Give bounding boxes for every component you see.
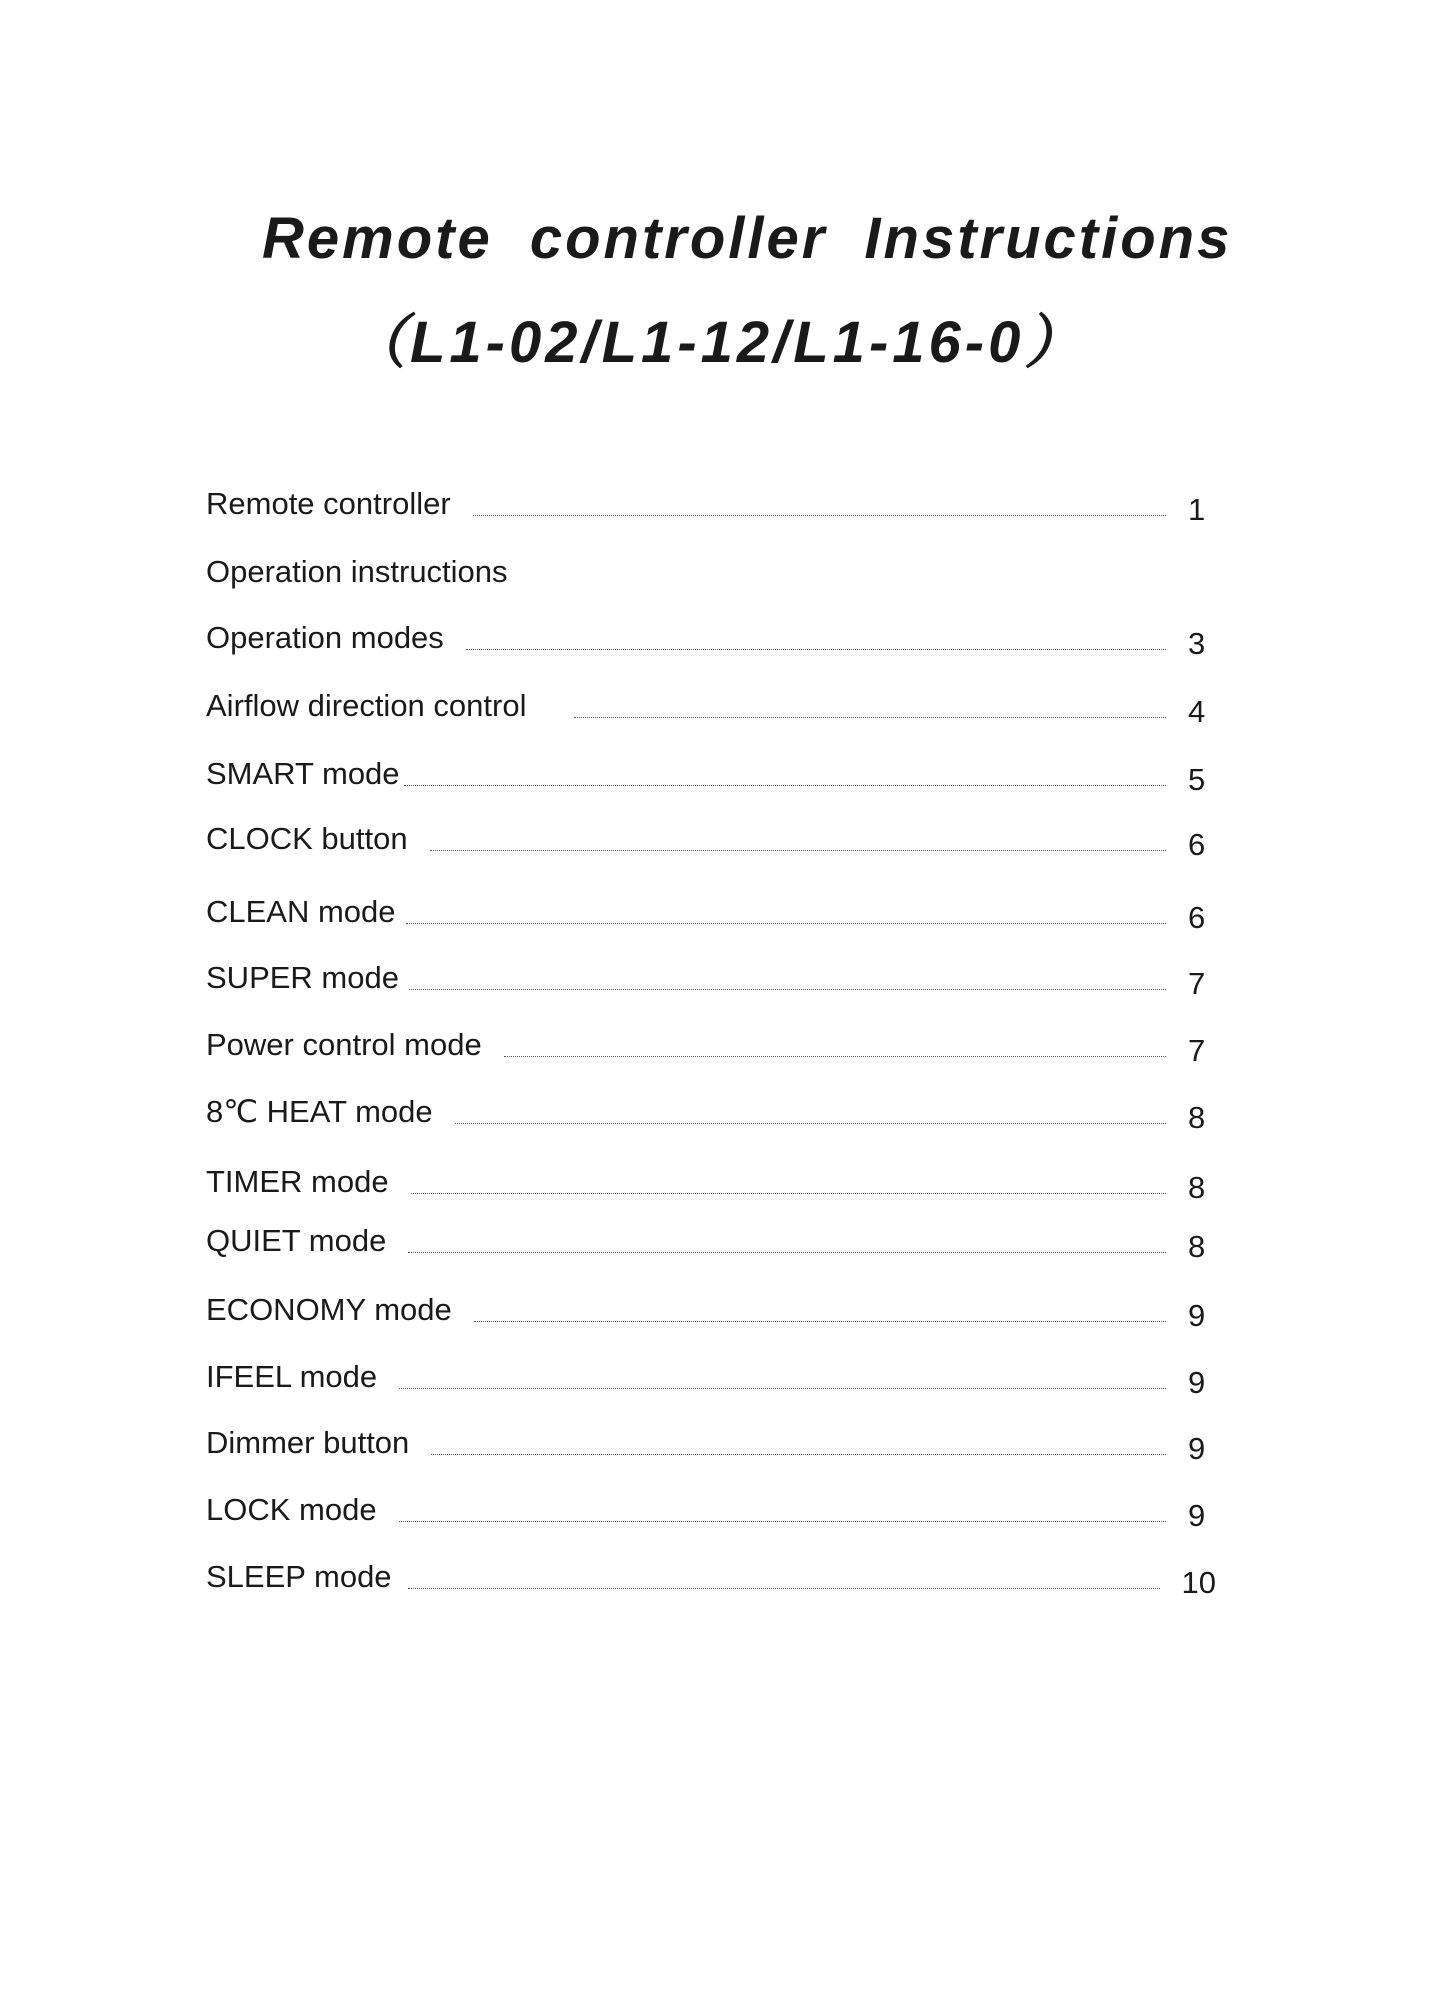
toc-entry-8c-heat-mode[interactable] xyxy=(206,1092,1216,1135)
toc-leader-dots xyxy=(406,923,1166,924)
toc-entry-label: SUPER mode xyxy=(206,960,399,995)
toc-entry-label: CLOCK button xyxy=(206,821,408,856)
toc-leader-dots xyxy=(430,850,1166,851)
toc-leader-dots xyxy=(504,1056,1166,1057)
toc-entry-airflow-direction-control[interactable] xyxy=(206,686,1216,729)
toc-entry-label: Operation modes xyxy=(206,620,444,655)
toc-entry-label: ECONOMY mode xyxy=(206,1292,452,1327)
toc-entry-label: IFEEL mode xyxy=(206,1359,378,1394)
toc-entry-page: 6 xyxy=(1188,900,1206,935)
toc-entry-page: 6 xyxy=(1188,827,1206,862)
toc-entry-page: 9 xyxy=(1188,1365,1206,1400)
toc-entry-page: 8 xyxy=(1188,1170,1206,1205)
toc-entry-dimmer-button[interactable] xyxy=(206,1423,1216,1466)
toc-entry-label: QUIET mode xyxy=(206,1223,387,1258)
toc-entry-label: Dimmer button xyxy=(206,1425,410,1460)
toc-leader-dots xyxy=(411,1193,1166,1194)
toc-entry-lock-mode[interactable] xyxy=(206,1490,1216,1533)
toc-entry-page: 8 xyxy=(1188,1229,1206,1264)
toc-entry-clean-mode[interactable] xyxy=(206,892,1216,935)
toc-entry-super-mode[interactable] xyxy=(206,958,1216,1001)
toc-leader-dots xyxy=(474,1321,1166,1322)
toc-entry-sleep-mode[interactable] xyxy=(206,1557,1216,1600)
toc-entry-label: Remote controller xyxy=(206,486,451,521)
toc-entry-page: 9 xyxy=(1188,1431,1206,1466)
toc-entry-operation-instructions[interactable] xyxy=(206,552,1216,592)
toc-entry-page: 7 xyxy=(1188,966,1206,1001)
toc-entry-label: TIMER mode xyxy=(206,1164,389,1199)
toc-entry-page: 4 xyxy=(1188,694,1206,729)
toc-leader-dots xyxy=(473,515,1166,516)
model-numbers: （L1-02/L1-12/L1-16-0） xyxy=(348,310,1087,375)
toc-entry-label: SLEEP mode xyxy=(206,1559,392,1594)
toc-entry-remote-controller[interactable] xyxy=(206,484,1216,527)
toc-entry-economy-mode[interactable] xyxy=(206,1290,1216,1333)
toc-leader-dots xyxy=(431,1454,1166,1455)
toc-entry-label: Power control mode xyxy=(206,1027,482,1062)
toc-leader-dots xyxy=(455,1123,1166,1124)
toc-entry-power-control-mode[interactable] xyxy=(206,1025,1216,1068)
toc-entry-label: LOCK mode xyxy=(206,1492,377,1527)
toc-entry-page: 5 xyxy=(1188,762,1206,797)
toc-leader-dots xyxy=(408,1252,1166,1253)
toc-leader-dots xyxy=(404,785,1166,786)
toc-entry-timer-mode[interactable] xyxy=(206,1162,1216,1205)
toc-entry-clock-button[interactable] xyxy=(206,819,1216,862)
toc-entry-quiet-mode[interactable] xyxy=(206,1221,1216,1264)
toc-entry-page: 3 xyxy=(1188,626,1206,661)
toc-leader-dots xyxy=(408,1588,1160,1589)
toc-entry-operation-modes[interactable] xyxy=(206,618,1216,661)
toc-entry-page: 7 xyxy=(1188,1033,1206,1068)
toc-entry-label: SMART mode xyxy=(206,756,400,791)
toc-entry-label: Operation instructions xyxy=(206,554,508,589)
toc-entry-label: Airflow direction control xyxy=(206,688,527,723)
toc-entry-label: CLEAN mode xyxy=(206,894,396,929)
toc-leader-dots xyxy=(409,989,1166,990)
toc-entry-ifeel-mode[interactable] xyxy=(206,1357,1216,1400)
toc-entry-page: 9 xyxy=(1188,1498,1206,1533)
toc-entry-page: 8 xyxy=(1188,1100,1206,1135)
toc-entry-page: 1 xyxy=(1188,492,1206,527)
toc-entry-label: 8℃ HEAT mode xyxy=(206,1094,433,1129)
toc-leader-dots xyxy=(399,1521,1166,1522)
toc-entry-page: 9 xyxy=(1188,1298,1206,1333)
toc-leader-dots xyxy=(399,1388,1166,1389)
page-title: Remote controller Instructions xyxy=(262,206,1233,271)
toc-entry-page: 10 xyxy=(1181,1565,1216,1600)
toc-entry-smart-mode[interactable] xyxy=(206,754,1216,797)
toc-leader-dots xyxy=(466,649,1166,650)
toc-leader-dots xyxy=(574,717,1166,718)
